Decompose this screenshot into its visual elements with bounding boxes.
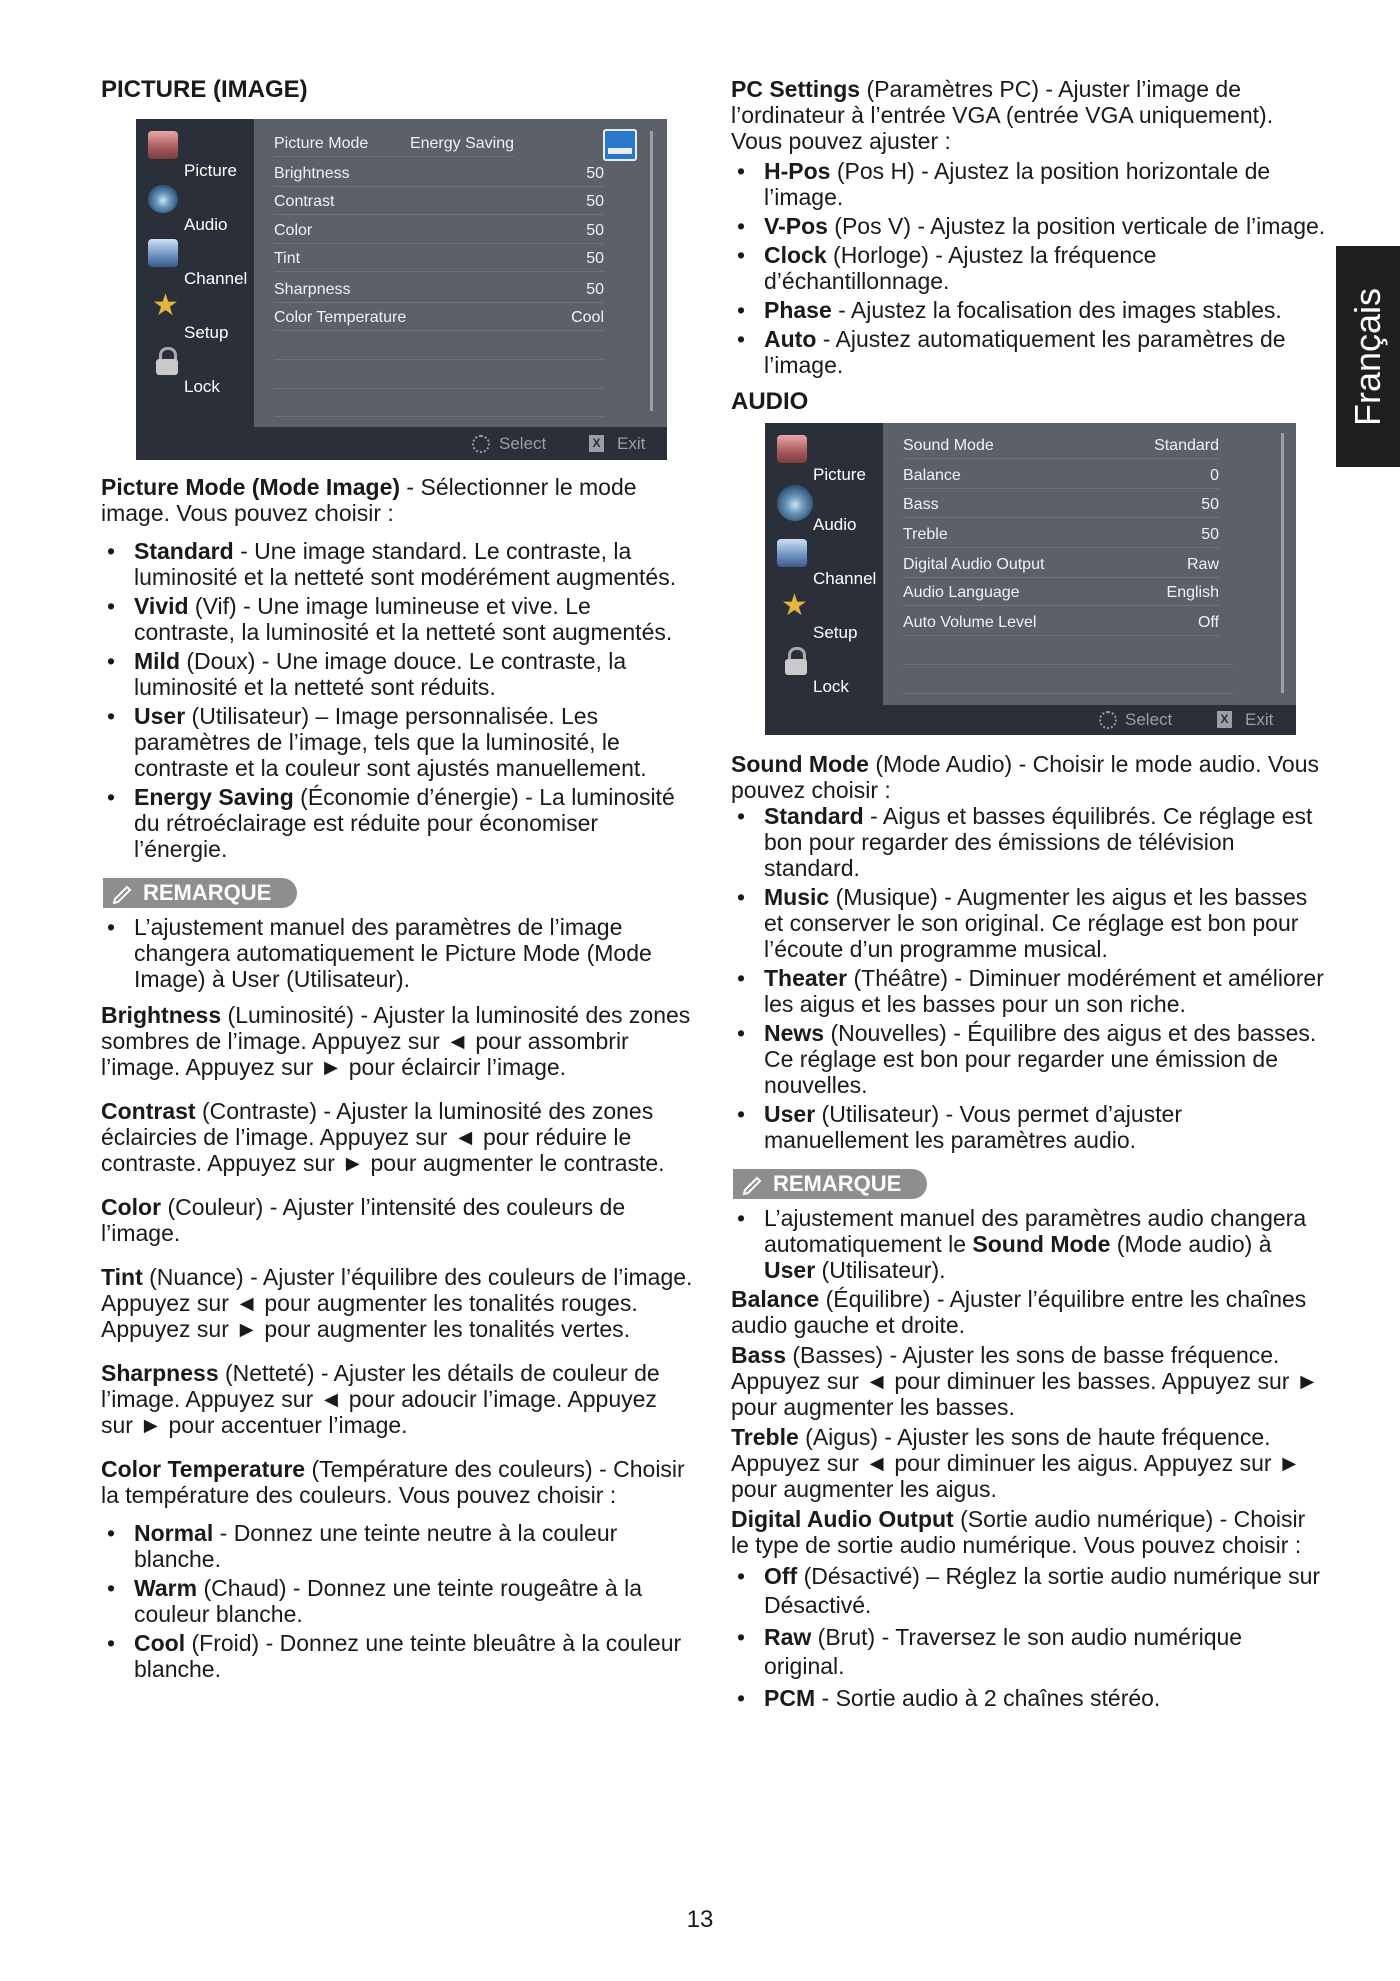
select-hint: Select [1125, 709, 1173, 729]
list-item: • H-Pos (Pos H) - Ajustez la position horizontale de l’image. [731, 158, 1327, 210]
list-item: • User (Utilisateur) - Vous permet d’ajuster manuellement les paramètres audio. [731, 1101, 1327, 1153]
note-badge [103, 878, 297, 908]
bass-desc: Bass (Basses) - Ajuster les sons de basse fréquence. Appuyez sur ◄ pour diminuer les basses. Appuyez sur ► pour augmenter les basses. [731, 1341, 1319, 1420]
list-item: • Standard - Aigus et basses équilibrés. Ce réglage est bon pour regarder des émissions de télévision standard. [731, 803, 1327, 881]
menu-row: Color Temperature Cool [274, 303, 604, 331]
list-item: • Music (Musique) - Augmenter les aigus et les basses et conserver le son original. Ce réglage est bon pour l’écoute d’un programme musical. [731, 884, 1327, 962]
note-label: REMARQUE [143, 879, 272, 905]
sidebar-label: Audio [813, 514, 857, 534]
right-column [731, 76, 1327, 1723]
sidebar-label: Channel [184, 268, 248, 288]
brightness-desc: Brightness (Luminosité) - Ajuster la luminosité des zones sombres de l’image. Appuyez sur ◄ pour assombrir l’image. Appuyez sur ► pour éclaircir l’image. [101, 1001, 691, 1080]
sidebar-item-channel [144, 239, 254, 288]
audio-heading: AUDIO [731, 388, 809, 415]
sidebar-item-lock [144, 347, 254, 396]
menu-row: Digital Audio Output Raw [903, 550, 1219, 578]
menu-row: Sharpness 50 [274, 275, 604, 303]
picture-mode-list [101, 538, 693, 862]
menu-row: Tint 50 [274, 244, 604, 272]
contrast-desc: Contrast (Contraste) - Ajuster la luminosité des zones éclaircies de l’image. Appuyez sur ◄ pour réduire le contraste. Appuyez sur ► pour augmenter le contraste. [101, 1097, 665, 1176]
menu-row-empty [274, 361, 604, 389]
menu-row-empty [274, 389, 604, 417]
list-item: • Normal - Donnez une teinte neutre à la couleur blanche. [101, 1520, 693, 1572]
satellite-icon [777, 539, 807, 567]
picture-menu-screenshot [136, 119, 667, 460]
exit-icon: X [1217, 711, 1232, 728]
picture-icon [777, 435, 807, 463]
sidebar-label: Channel [813, 568, 877, 588]
speaker-icon [148, 185, 178, 213]
menu-row: Bass 50 [903, 490, 1219, 518]
treble-desc: Treble (Aigus) - Ajuster les sons de haute fréquence. Appuyez sur ◄ pour diminuer les aigus. Appuyez sur ► pour augmenter les aigus. [731, 1423, 1301, 1502]
menu-settings-panel [254, 119, 667, 427]
sidebar-label: Setup [184, 322, 229, 342]
list-item: • User (Utilisateur) – Image personnalisée. Les paramètres de l’image, tels que la luminosité, le contraste et la couleur sont ajustés manuellement. [101, 703, 693, 781]
menu-sidebar [765, 423, 883, 705]
sidebar-item-audio [773, 485, 883, 534]
menu-footer [136, 427, 667, 460]
menu-row: Treble 50 [903, 520, 1219, 548]
menu-row-empty [274, 332, 604, 360]
sidebar-item-picture [773, 435, 883, 484]
list-item: • L’ajustement manuel des paramètres audio changera automatiquement le Sound Mode (Mode audio) à User (Utilisateur). [731, 1205, 1327, 1283]
menu-row: Audio Language English [903, 578, 1219, 606]
picture-heading: PICTURE (IMAGE) [101, 76, 308, 103]
lock-icon [148, 347, 178, 375]
list-item: • Energy Saving (Économie d’énergie) - La luminosité du rétroéclairage est réduite pour économiser l’énergie. [101, 784, 693, 862]
picture-note-list [101, 914, 693, 992]
sound-mode-intro: Sound Mode (Mode Audio) - Choisir le mode audio. Vous pouvez choisir : [731, 750, 1320, 803]
menu-row: Auto Volume Level Off [903, 608, 1219, 636]
sidebar-item-setup [144, 288, 254, 342]
menu-row: Sound Mode Standard [903, 431, 1219, 459]
list-item: • News (Nouvelles) - Équilibre des aigus et des basses. Ce réglage est bon pour regarder une émission de nouvelles. [731, 1020, 1327, 1098]
picture-mode-intro: Picture Mode (Mode Image) - Sélectionner le mode image. Vous pouvez choisir : [101, 473, 637, 526]
menu-row-empty [903, 666, 1233, 694]
note-badge [733, 1169, 927, 1199]
audio-note-list [731, 1205, 1327, 1283]
sidebar-label: Picture [813, 464, 866, 484]
language-side-tab [1336, 246, 1400, 467]
list-item: • Vivid (Vif) - Une image lumineuse et vive. Le contraste, la luminosité et la netteté sont augmentés. [101, 593, 693, 645]
list-item: • L’ajustement manuel des paramètres de l’image changera automatiquement le Picture Mode (Mode Image) à User (Utilisateur). [101, 914, 693, 992]
list-item: • V-Pos (Pos V) - Ajustez la position verticale de l’image. [731, 213, 1327, 239]
list-item: • Off (Désactivé) – Réglez la sortie audio numérique sur Désactivé. [731, 1562, 1327, 1620]
select-icon [472, 435, 490, 453]
pc-settings-intro: PC Settings (Paramètres PC) - Ajuster l’image de l’ordinateur à l’entrée VGA (entrée VGA uniquement). Vous pouvez ajuster : [731, 76, 1274, 154]
menu-scrollbar [1281, 433, 1284, 693]
menu-row: Color 50 [274, 216, 604, 244]
exit-icon: X [589, 435, 604, 452]
list-item: • Standard - Une image standard. Le contraste, la luminosité et la netteté sont modérément augmentés. [101, 538, 693, 590]
digital-audio-output-desc: Digital Audio Output (Sortie audio numérique) - Choisir le type de sortie audio numérique. Vous pouvez choisir : [731, 1505, 1306, 1558]
digital-audio-output-list [731, 1562, 1327, 1713]
menu-footer [765, 705, 1296, 735]
color-temperature-list [101, 1520, 693, 1682]
sidebar-label: Audio [184, 214, 228, 234]
list-item: • PCM - Sortie audio à 2 chaînes stéréo. [731, 1684, 1327, 1713]
list-item: • Warm (Chaud) - Donnez une teinte rougeâtre à la couleur blanche. [101, 1575, 693, 1627]
audio-menu-screenshot [765, 423, 1296, 735]
sidebar-label: Setup [813, 622, 858, 642]
list-item: • Raw (Brut) - Traversez le son audio numérique original. [731, 1623, 1327, 1681]
menu-scrollbar [650, 131, 653, 411]
tint-desc: Tint (Nuance) - Ajuster l’équilibre des couleurs de l’image. Appuyez sur ◄ pour augmenter les tonalités rouges. Appuyez sur ► pour augmenter les tonalités vertes. [101, 1263, 693, 1342]
list-item: • Auto - Ajustez automatiquement les paramètres de l’image. [731, 326, 1327, 378]
menu-row: Contrast 50 [274, 187, 604, 215]
menu-row: Picture Mode Energy Saving [274, 129, 514, 157]
star-icon: ★ [781, 588, 808, 622]
select-hint: Select [499, 433, 547, 453]
menu-row: Brightness 50 [274, 159, 604, 187]
left-column [101, 76, 693, 1692]
pencil-icon [741, 1172, 765, 1196]
menu-settings-panel [883, 423, 1296, 705]
sidebar-label: Lock [184, 376, 220, 396]
star-icon: ★ [152, 288, 179, 322]
sidebar-label: Picture [184, 160, 237, 180]
pc-settings-list [731, 158, 1327, 378]
lock-icon [777, 647, 807, 675]
color-desc: Color (Couleur) - Ajuster l’intensité des couleurs de l’image. [101, 1193, 626, 1246]
page-number: 13 [686, 1906, 714, 1933]
sidebar-item-audio [144, 185, 254, 234]
list-item: • Phase - Ajustez la focalisation des images stables. [731, 297, 1327, 323]
sidebar-item-setup [773, 588, 883, 642]
language-side-tab-label: Français [1347, 287, 1388, 426]
sharpness-desc: Sharpness (Netteté) - Ajuster les détails de couleur de l’image. Appuyez sur ◄ pour adoucir l’image. Appuyez sur ► pour accentuer l’image. [101, 1359, 660, 1438]
select-icon [1099, 711, 1117, 729]
speaker-icon [777, 485, 813, 521]
menu-sidebar [136, 119, 254, 427]
sidebar-item-lock [773, 647, 883, 696]
list-item: • Cool (Froid) - Donnez une teinte bleuâtre à la couleur blanche. [101, 1630, 693, 1682]
energy-star-icon [603, 129, 637, 161]
sidebar-item-picture [144, 131, 254, 180]
menu-row: Balance 0 [903, 461, 1219, 489]
sound-mode-list [731, 803, 1327, 1153]
exit-hint: Exit [617, 433, 646, 453]
exit-hint: Exit [1245, 709, 1274, 729]
list-item: • Clock (Horloge) - Ajustez la fréquence d’échantillonnage. [731, 242, 1327, 294]
picture-icon [148, 131, 178, 159]
list-item: • Mild (Doux) - Une image douce. Le contraste, la luminosité et la netteté sont réduits. [101, 648, 693, 700]
list-item: • Theater (Théâtre) - Diminuer modérément et améliorer les aigus et les basses pour un son riche. [731, 965, 1327, 1017]
sidebar-label: Lock [813, 676, 849, 696]
note-label: REMARQUE [773, 1170, 902, 1196]
sidebar-item-channel [773, 539, 883, 588]
color-temperature-desc: Color Temperature (Température des couleurs) - Choisir la température des couleurs. Vous pouvez choisir : [101, 1455, 685, 1508]
satellite-icon [148, 239, 178, 267]
menu-row-empty [903, 637, 1233, 665]
pencil-icon [111, 881, 135, 905]
balance-desc: Balance (Équilibre) - Ajuster l’équilibre entre les chaînes audio gauche et droite. [731, 1285, 1307, 1338]
